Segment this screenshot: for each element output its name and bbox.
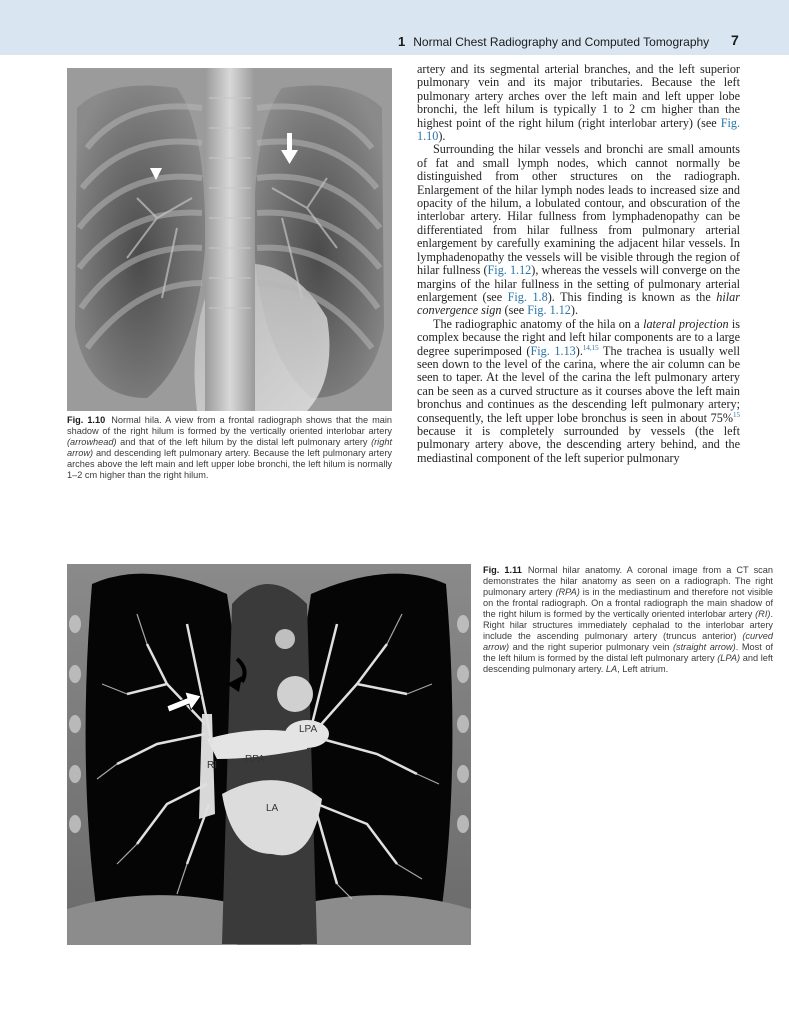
running-head [398, 34, 709, 49]
label-la: LA [266, 803, 279, 814]
figure-1-10-radiograph [67, 68, 392, 411]
fig-1-12-link[interactable]: Fig. 1.12 [527, 303, 571, 318]
chapter-title: Normal Chest Radiography and Computed Tomography [413, 35, 710, 49]
fig-1-10-link[interactable]: Fig. 1.10 [417, 115, 740, 144]
figure-1-11-label: Fig. 1.11 [483, 565, 522, 575]
figure-1-10-caption: Fig. 1.10 Normal hila. A view from a frontal radiograph shows that the main shadow of the right hilum is formed by the vertically oriented interlobar artery (arrowhead) and that of the left hilum by the distal left pulmonary artery (right arrow) and descending left pulmonary artery. Because the left pulmonary artery arches above the left main and left upper lobe bronchi, the left hilum is normally 1–2 cm higher than the right hilum. [67, 415, 392, 480]
label-rpa: RPA [245, 754, 265, 765]
page-number: 7 [731, 32, 739, 48]
paragraph-1: artery and its segmental arterial branches, and the left superior pulmonary vein and its major tributaries. Because the left pulmonary artery arches over the left main and left upper lobe bronchi, the left hilum is typically 1 to 2 cm higher than the highest point of the right hilum (right interlobar artery) (see Fig. 1.10). [417, 63, 740, 144]
paragraph-3: The radiographic anatomy of the hila on a lateral projection is complex because the right and left hilar components are to a large degree superimposed (Fig. 1.13).$^{14,15}$ The trachea is usually well seen down to the level of the carina, where the air column can be seen to taper. At the level of the carina the left pulmonary artery can be seen as a curved structure as it courses above the left main bronchus and continues as the descending left pulmonary artery; consequently, the left upper lobe bronchus is seen in about 75%$^{15}$ because it is completely surrounded by vessels (the left pulmonary artery above, the descending artery behind, and the mediastinal component of the left superior pulmonary [417, 316, 740, 465]
label-ri: RI [207, 760, 217, 771]
figure-1-11-caption: Fig. 1.11 Normal hilar anatomy. A coronal image from a CT scan demonstrates the hilar anatomy as seen on a radiograph. The right pulmonary artery (RPA) is in the mediastinum and therefore not visible on the frontal radiograph. On a frontal radiograph the main shadow of the right hilum is formed by the vertically oriented interlobar artery (RI). Right hilar structures immediately cephalad to the interlobar artery include the ascending pulmonary artery (truncus anterior) (curved arrow) and the right superior pulmonary vein (straight arrow). Most of the left hilum is formed by the distal left pulmonary artery (LPA) and left descending pulmonary artery. LA, Left atrium. [483, 565, 773, 674]
paragraph-2: Surrounding the hilar vessels and bronchi are small amounts of fat and small lymph nodes, which cannot normally be distinguished from other structures on the radiograph. Enlargement of the hilar lymph nodes leads to increased size and opacity of the hilum, a lobulated contour, and obscuration of the interlobar artery. Hilar fullness from lymphadenopathy can be differentiated from hilar fullness from pulmonary arterial enlargement by carefully examining the adjacent hilar vessels. In lymphadenopathy the vessels will be visible through the region of hilar fullness (Fig. 1.12), whereas the vessels will converge on the margins of the hilar fullness in the setting of pulmonary arterial enlargement (see Fig. 1.8). This finding is known as the hilar convergence sign (see Fig. 1.12). [417, 142, 740, 318]
label-lpa: LPA [299, 724, 318, 735]
body-text-column [417, 63, 740, 495]
reference-15[interactable]: 15 [733, 410, 740, 419]
chapter-number: 1 [398, 34, 406, 49]
reference-14-15[interactable]: 14,15 [582, 343, 599, 352]
fig-1-12-link[interactable]: Fig. 1.12 [487, 263, 532, 278]
figure-1-10-label: Fig. 1.10 [67, 415, 106, 425]
fig-1-8-link[interactable]: Fig. 1.8 [507, 289, 548, 304]
fig-1-13-link[interactable]: Fig. 1.13 [530, 343, 576, 358]
figure-1-11-ct-image [67, 564, 471, 945]
